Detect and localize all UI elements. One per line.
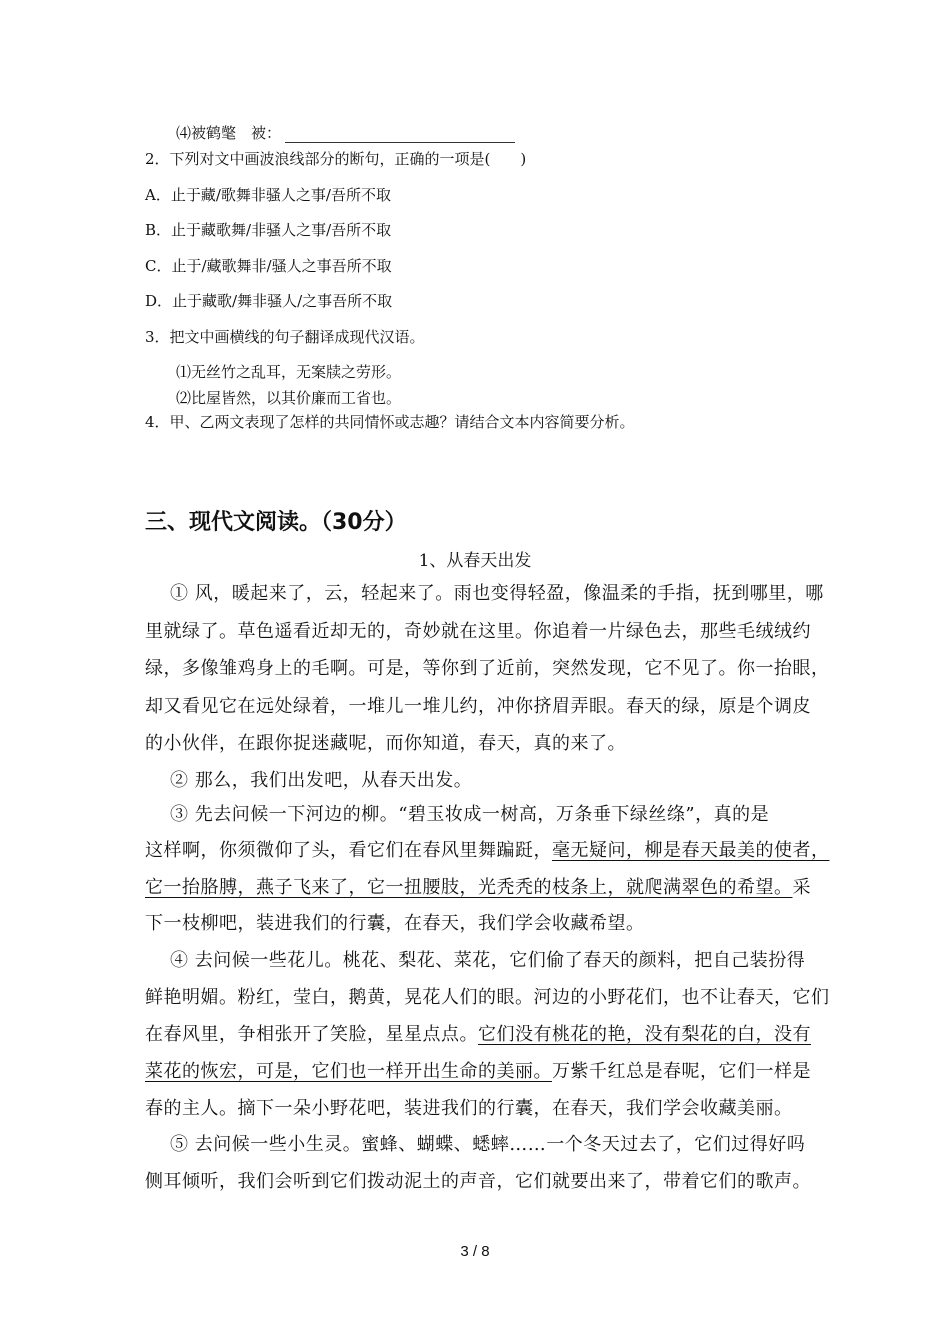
paragraph-line: 却又看见它在远处绿着，一堆儿一堆儿约，冲你挤眉弄眼。春天的绿，原是个调皮 [145,696,811,717]
paragraph-line: 春的主人。摘下一朵小野花吧，装进我们的行囊，在春天，我们学会收藏美丽。 [145,1098,793,1119]
passage-title: 1、从春天出发 [418,551,532,571]
translate-item-1: ⑴无丝竹之乱耳，无案牍之劳形。 [176,363,402,381]
option-b: B．止于藏歌舞/非骚人之事/吾所不取 [145,221,392,239]
paragraph-line: ① 风，暖起来了，云，轻起来了。雨也变得轻盈，像温柔的手指，抚到哪里，哪 [170,583,824,604]
q1-item4-label: ⑷被鹤氅 被： [176,124,282,142]
option-c: C．止于/藏歌舞非/骚人之事吾所不取 [145,257,392,275]
underlined-sentence: 它们没有桃花的艳，没有梨花的白，没有 [478,1024,811,1045]
paragraph-line: 这样啊，你须微仰了头，看它们在春风里舞蹁跹，毫无疑问，柳是春天最美的使者， [145,840,830,861]
q1-item4 [176,122,515,143]
paragraph-line: ③ 先去问候一下河边的柳。“碧玉妆成一树高，万条垂下绿丝绦”，真的是 [170,804,770,825]
underlined-sentence: 菜花的恢宏，可是，它们也一样开出生命的美丽。 [145,1061,552,1082]
paragraph-line: 鲜艳明媚。粉红，莹白，鹅黄，晃花人们的眼。河边的小野花们，也不让春天，它们 [145,987,830,1008]
underlined-sentence: 毫无疑问，柳是春天最美的使者， [552,840,830,861]
page-number: 3 / 8 [460,1243,490,1260]
question-4: 4．甲、乙两文表现了怎样的共同情怀或志趣？请结合文本内容简要分析。 [145,413,635,431]
underlined-sentence: 它一抬胳膊，燕子飞来了，它一扭腰肢，光秃秃的枝条上，就爬满翠色的希望。 [145,877,793,898]
paragraph-line: 绿，多像雏鸡身上的毛啊。可是，等你到了近前，突然发现，它不见了。你一抬眼， [145,658,830,679]
translate-item-2: ⑵比屋皆然，以其价廉而工省也。 [176,389,402,407]
answer-blank[interactable] [285,126,515,143]
option-a: A．止于藏/歌舞非骚人之事/吾所不取 [145,186,391,204]
option-d: D．止于藏歌/舞非骚人/之事吾所不取 [145,292,393,310]
paragraph-line: ④ 去问候一些花儿。桃花、梨花、菜花，它们偷了春天的颜料，把自己装扮得 [170,950,806,971]
paragraph-line: 下一枝柳吧，装进我们的行囊，在春天，我们学会收藏希望。 [145,913,645,934]
section-heading: 三、现代文阅读。（30分） [145,510,407,535]
paragraph-line: 里就绿了。草色遥看近却无的，奇妙就在这里。你追着一片绿色去，那些毛绒绒约 [145,621,811,642]
question-2: 2．下列对文中画波浪线部分的断句，正确的一项是( ) [145,150,527,168]
paragraph-line: ② 那么，我们出发吧，从春天出发。 [170,770,473,791]
paragraph-line: ⑤ 去问候一些小生灵。蜜蜂、蝴蝶、蟋蟀……一个冬天过去了，它们过得好吗 [170,1134,806,1155]
paragraph-line: 在春风里，争相张开了笑脸，星星点点。它们没有桃花的艳，没有梨花的白，没有 [145,1024,811,1045]
paragraph-line: 菜花的恢宏，可是，它们也一样开出生命的美丽。万紫千红总是春呢，它们一样是 [145,1061,811,1082]
question-3: 3．把文中画横线的句子翻译成现代汉语。 [145,328,425,346]
paragraph-line: 它一抬胳膊，燕子飞来了，它一扭腰肢，光秃秃的枝条上，就爬满翠色的希望。采 [145,877,811,898]
paragraph-line: 的小伙伴，在跟你捉迷藏呢，而你知道，春天，真的来了。 [145,733,626,754]
paragraph-line: 侧耳倾听，我们会听到它们拨动泥土的声音，它们就要出来了，带着它们的歌声。 [145,1171,811,1192]
